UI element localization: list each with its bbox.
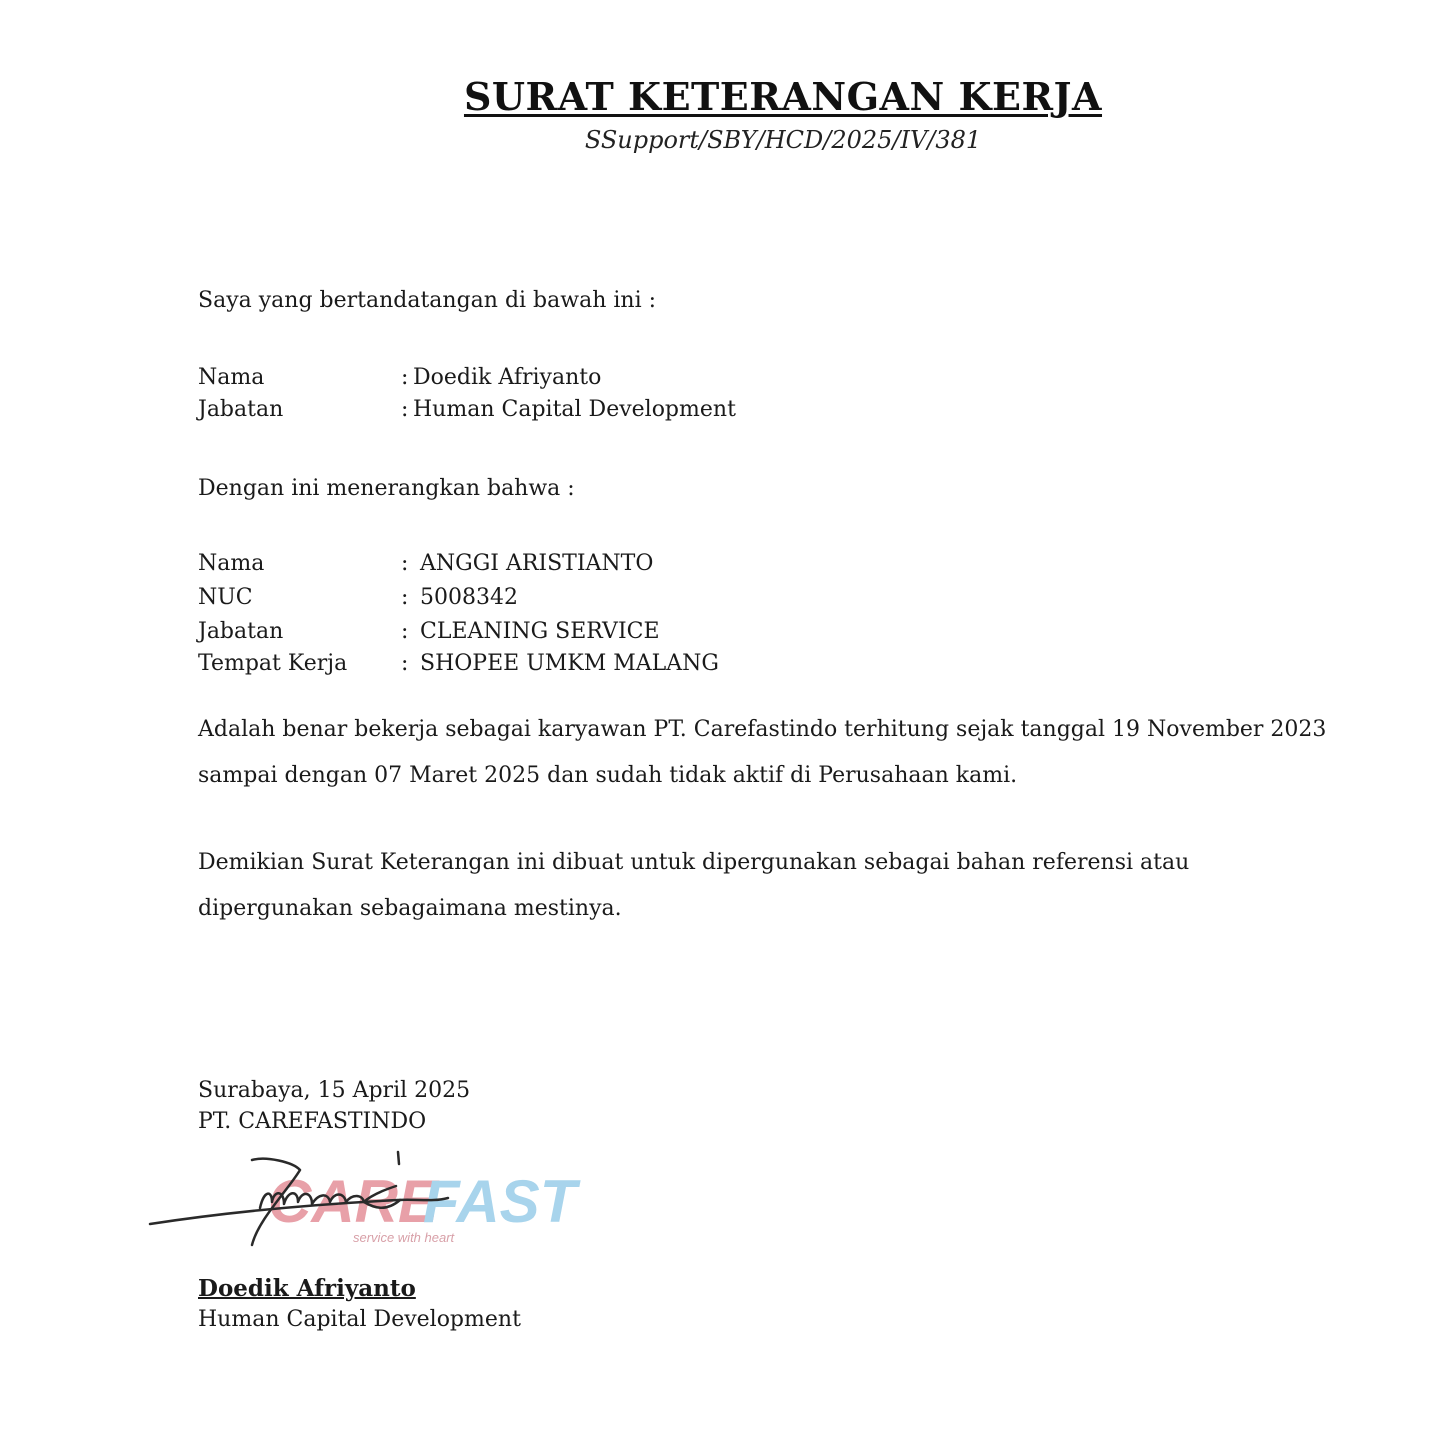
signatory-position-row xyxy=(198,397,736,422)
signer-title: Human Capital Development xyxy=(198,1307,521,1332)
field-colon: : xyxy=(401,551,409,576)
letter-reference-number: SSupport/SBY/HCD/2025/IV/381 xyxy=(584,126,982,154)
field-colon: : xyxy=(401,397,409,422)
intro-text: Saya yang bertandatangan di bawah ini : xyxy=(198,288,657,313)
field-colon: : xyxy=(401,365,409,390)
field-value: Doedik Afriyanto xyxy=(413,365,602,390)
stamp-logo-left: CARE xyxy=(268,1168,439,1235)
field-colon: : xyxy=(401,585,409,610)
stamp-tagline: service with heart xyxy=(353,1230,455,1245)
signer-name: Doedik Afriyanto xyxy=(198,1275,416,1302)
field-label: Jabatan xyxy=(198,619,284,644)
statement-text: Dengan ini menerangkan bahwa : xyxy=(198,476,575,501)
field-label: Jabatan xyxy=(198,397,284,422)
employee-nuc-row xyxy=(198,585,518,610)
field-value: CLEANING SERVICE xyxy=(420,619,660,644)
field-label: Nama xyxy=(198,551,265,576)
field-value: ANGGI ARISTIANTO xyxy=(420,551,654,576)
employment-statement-paragraph: Adalah benar bekerja sebagai karyawan PT. Carefastindo terhitung sejak tanggal 19 November 2023 sampai dengan 07 Maret 2025 dan sudah tidak aktif di Perusahaan kami. xyxy=(198,717,1327,788)
field-label: Tempat Kerja xyxy=(198,651,348,676)
company-name: PT. CAREFASTINDO xyxy=(198,1109,427,1134)
signatory-name-row xyxy=(198,365,601,390)
stamp-logo-right: FAST xyxy=(423,1168,577,1235)
field-value: Human Capital Development xyxy=(413,397,736,422)
closing-paragraph: Demikian Surat Keterangan ini dibuat untuk dipergunakan sebagai bahan referensi atau dipergunakan sebagaimana mestinya. xyxy=(198,850,1190,921)
employee-workplace-row xyxy=(198,651,719,676)
field-value: SHOPEE UMKM MALANG xyxy=(420,651,719,676)
field-value: 5008342 xyxy=(420,585,518,610)
employee-position-row xyxy=(198,619,660,644)
field-colon: : xyxy=(401,619,409,644)
field-label: NUC xyxy=(198,585,253,610)
letter-title: SURAT KETERANGAN KERJA xyxy=(463,74,1103,119)
field-label: Nama xyxy=(198,365,265,390)
place-date: Surabaya, 15 April 2025 xyxy=(198,1078,471,1103)
field-colon: : xyxy=(401,651,409,676)
signature-stamp-area xyxy=(148,1150,588,1260)
employee-name-row xyxy=(198,551,653,576)
